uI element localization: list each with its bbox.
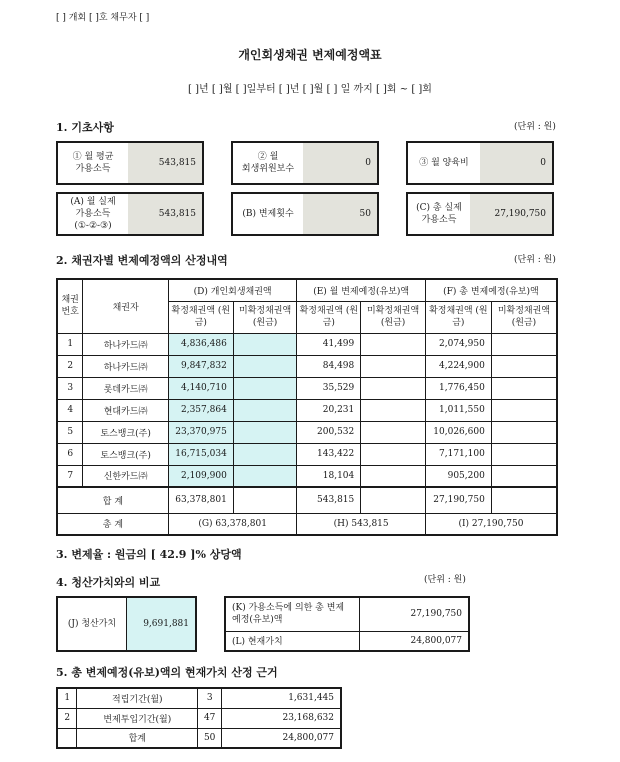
section4-title: 4. 청산가치와의 비교: [56, 576, 161, 589]
header-d-confirmed: 확정채권액 (원금): [168, 301, 233, 333]
case-number-line: [ ] 개회 [ ]호 채무자 [ ]: [56, 13, 150, 23]
table-row: 합계 50 24,800,077: [57, 728, 341, 748]
header-creditor: 채권자: [83, 279, 168, 333]
section2-title: 2. 채권자별 변제예정액의 산정내역: [56, 254, 228, 267]
info-box-label: (B) 변제횟수: [242, 209, 294, 219]
info-box-label: (C) 총 실제 가용소득: [416, 203, 462, 225]
liquidation-value-label: (J) 청산가치: [58, 598, 127, 650]
info-box-label: (A) 월 실제 가용소득 (①-②-③): [70, 197, 116, 231]
present-value-table: [56, 687, 342, 749]
comparison-table: [224, 596, 470, 652]
table-row: 4 현대카드㈜ 2,357,864 20,231 1,011,550: [57, 399, 557, 421]
table-row: 6 토스뱅크(주) 16,715,034 143,422 7,171,100: [57, 443, 557, 465]
header-e: (E) 월 변제예정(유보)액: [297, 279, 425, 301]
total-row: 총 계 (G) 63,378,801 (H) 543,815 (I) 27,190,750: [57, 513, 557, 535]
period-line: [ ]년 [ ]월 [ ]일부터 [ ]년 [ ]월 [ ] 일 까지 [ ]회 ~ [ ]회: [188, 84, 432, 95]
unit-label-1: (단위 : 원): [514, 122, 556, 132]
header-d: (D) 개인회생채권액: [168, 279, 297, 301]
table-row: 3 롯데카드㈜ 4,140,710 35,529 1,776,450: [57, 377, 557, 399]
info-box-value: 543,815: [128, 194, 202, 234]
page-title: 개인회생채권 변제예정액표: [238, 48, 382, 62]
k-value: 27,190,750: [360, 597, 469, 631]
info-box-total-income: [406, 192, 554, 236]
info-box-label: ② 월 회생위원보수: [241, 152, 295, 174]
header-d-unconfirmed: 미확정채권액 (원금): [233, 301, 297, 333]
info-box-trustee-fee: [231, 141, 379, 185]
liquidation-value-box: [56, 596, 197, 652]
info-box-child-support: [406, 141, 554, 185]
unit-label-4: (단위 : 원): [424, 575, 466, 585]
info-box-monthly-income: [56, 141, 204, 185]
info-box-value: 50: [303, 194, 377, 234]
table-row: 7 신한카드㈜ 2,109,900 18,104 905,200: [57, 465, 557, 487]
header-f-unconfirmed: 미확정채권액 (원금): [491, 301, 557, 333]
k-label: (K) 가용소득에 의한 총 변제 예정(유보)액: [225, 597, 360, 631]
header-no: 채권 번호: [57, 279, 83, 333]
l-label: (L) 현재가치: [225, 631, 360, 651]
info-box-value: 0: [303, 143, 377, 183]
table-row: 1 적립기간(월) 3 1,631,445: [57, 688, 341, 708]
header-e-confirmed: 확정채권액 (원금): [297, 301, 361, 333]
info-box-payment-count: [231, 192, 379, 236]
info-box-value: 0: [480, 143, 552, 183]
info-box-label: ③ 월 양육비: [419, 158, 469, 168]
info-box-label: ① 월 평균 가용소득: [72, 152, 114, 174]
info-box-value: 543,815: [128, 143, 202, 183]
table-row: 1 하나카드㈜ 4,836,486 41,499 2,074,950: [57, 333, 557, 355]
header-e-unconfirmed: 미확정채권액 (원금): [361, 301, 426, 333]
section5-title: 5. 총 변제예정(유보)액의 현재가치 산정 근거: [56, 666, 278, 679]
table-row: 2 변제투입기간(월) 47 23,168,632: [57, 708, 341, 728]
section3-title: 3. 변제율 : 원금의 [ 42.9 ]% 상당액: [56, 548, 242, 561]
l-value: 24,800,077: [360, 631, 469, 651]
section1-title: 1. 기초사항: [56, 121, 114, 134]
table-row: 2 하나카드㈜ 9,847,832 84,498 4,224,900: [57, 355, 557, 377]
info-box-value: 27,190,750: [470, 194, 552, 234]
creditor-table: [56, 278, 558, 536]
unit-label-2: (단위 : 원): [514, 255, 556, 265]
table-row: 5 토스뱅크(주) 23,370,975 200,532 10,026,600: [57, 421, 557, 443]
header-f: (F) 총 변제예정(유보)액: [425, 279, 557, 301]
info-box-actual-income: [56, 192, 204, 236]
header-f-confirmed: 확정채권액 (원금): [425, 301, 491, 333]
sum-row: 합 계 63,378,801 543,815 27,190,750: [57, 487, 557, 513]
liquidation-value: 9,691,881: [127, 598, 195, 650]
